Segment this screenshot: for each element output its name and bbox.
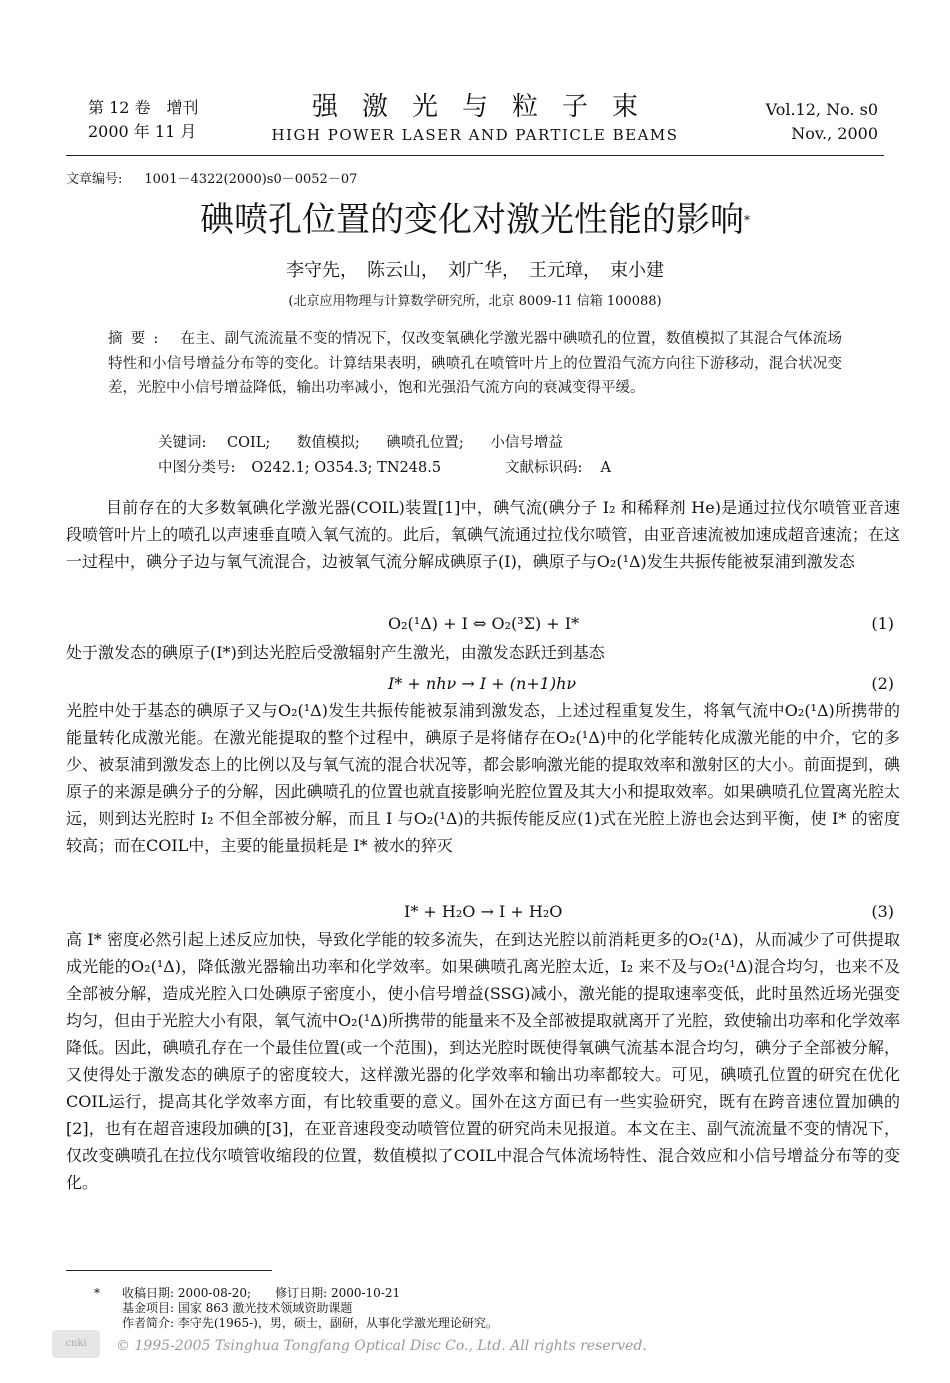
equation-number: (2): [871, 674, 894, 693]
title-footnote-mark: *: [744, 213, 750, 227]
equation-formula: O₂(¹Δ) + I ⇔ O₂(³Σ) + I*: [388, 614, 580, 633]
equation-number: (1): [871, 614, 894, 633]
journal-name-cn: 强激光与粒子束: [311, 92, 662, 122]
fund-info: 基金项目: 国家 863 激光技术领域资助课题: [122, 1301, 353, 1315]
footnote: [96, 1286, 498, 1331]
paper-title-text: 碘喷孔位置的变化对激光性能的影响: [200, 200, 744, 240]
affiliation: (北京应用物理与计算数学研究所，北京 8009-11 信箱 100088): [288, 294, 662, 309]
body-paragraph: 光腔中处于基态的碘原子又与O₂(¹Δ)发生共振传能被泵浦到激发态，上述过程重复发生，将氧气流中O₂(¹Δ)所携带的能量转化成激光能。在激光能提取的整个过程中，碘原子是将储存在O₂(¹Δ)中的化学能转化成激光能的中介，它的多少、被泵浦到激发态上的比例以及与氧气流的混合状况等，都会影响激光能的提取效率和激射区的大小。前面提到，碘原子的来源是碘分子的分解，因此碘喷孔的位置也就直接影响光腔位置及其大小和提取效率。如果碘喷孔位置离光腔太远，则到达光腔时 I₂ 不但全部被分解，而且 I 与O₂(¹Δ)的共振传能反应(1)式在光腔上游也会达到平衡，使 I* 的密度较高；而在COIL中，主要的能量损耗是 I* 被水的猝灭: [66, 701, 900, 855]
classification-label: 中图分类号:: [158, 460, 236, 476]
volume-en: Vol.12, No. s0: [765, 100, 878, 119]
keyword-item: 小信号增益: [490, 435, 563, 451]
copyright-notice: © 1995-2005 Tsinghua Tongfang Optical Disc Co., Ltd. All rights reserved.: [116, 1338, 647, 1354]
doc-code-label: 文献标识码:: [505, 460, 583, 476]
cnki-logo-icon: cnki: [52, 1330, 100, 1358]
keyword-item: 碘喷孔位置;: [386, 435, 464, 451]
keyword-item: 数值模拟;: [296, 435, 360, 451]
body-paragraph: 目前存在的大多数氧碘化学激光器(COIL)装置[1]中，碘气流(碘分子 I₂ 和稀释剂 He)是通过拉伐尔喷管亚音速段喷管叶片上的喷孔以声速垂直喷入氧气流的。此后，氧碘气流通过拉伐尔喷管，由亚音速流被加速成超音速流；在这一过程中，碘分子边与氧气流混合，边被氧气流分解成碘原子(I)，碘原子与O₂(¹Δ)发生共振传能被泵浦到激发态: [66, 498, 900, 571]
doc-code-value: A: [600, 460, 611, 476]
volume-label: 第 12 卷 增刊: [88, 98, 199, 117]
article-number-label: 文章编号:: [66, 172, 123, 187]
journal-name-en: HIGH POWER LASER AND PARTICLE BEAMS: [271, 126, 679, 144]
footnote-divider: [66, 1270, 272, 1271]
article-number: [66, 168, 357, 187]
equation-formula: I* + H₂O → I + H₂O: [404, 902, 563, 921]
paper-title: [0, 194, 950, 246]
equation-formula: I* + nhν → I + (n+1)hν: [388, 674, 577, 693]
revised-date: 修订日期: 2000-10-21: [275, 1286, 401, 1300]
classification: [158, 456, 611, 480]
abstract-text: 在主、副气流流量不变的情况下，仅改变氧碘化学激光器中碘喷孔的位置，数值模拟了其混合气体流场特性和小信号增益分布等的变化。计算结果表明，碘喷孔在喷管叶片上的位置沿气流方向往下游移动，混合状况变差，光腔中小信号增益降低，输出功率减小，饱和光强沿气流方向的衰减变得平缓。: [108, 331, 842, 396]
author-bio: 作者简介: 李守先(1965-)，男，硕士，副研，从事化学激光理论研究。: [122, 1316, 498, 1330]
author-list: 李守先， 陈云山， 刘广华， 王元璋， 束小建: [286, 260, 664, 281]
abstract: [108, 327, 842, 401]
issue-date: 2000 年 11 月: [88, 122, 197, 141]
header-divider: [66, 155, 884, 156]
equation-number: (3): [871, 902, 894, 921]
keyword-item: COIL;: [227, 435, 271, 451]
article-number-value: 1001－4322(2000)s0－0052－07: [144, 172, 358, 187]
received-date: 收稿日期: 2000-08-20;: [122, 1286, 252, 1300]
date-en: Nov., 2000: [791, 124, 878, 143]
issue-info-en: [766, 98, 878, 146]
classification-value: O242.1; O354.3; TN248.5: [251, 460, 442, 476]
abstract-label: 摘要:: [108, 331, 167, 347]
keywords: [158, 431, 585, 455]
keywords-label: 关键词:: [158, 435, 207, 451]
footnote-mark: *: [94, 1286, 100, 1300]
body-paragraph: 高 I* 密度必然引起上述反应加快，导致化学能的较多流失，在到达光腔以前消耗更多的O₂(¹Δ)，从而减少了可供提取成光能的O₂(¹Δ)，降低激光器输出功率和化学效率。如果碘喷孔离光腔太近，I₂ 来不及与O₂(¹Δ)混合均匀，也来不及全部被分解，造成光腔入口处碘原子密度小，使小信号增益(SSG)减小，激光能的提取速率变低，此时虽然近场光强变均匀，但由于光腔大小有限，氧气流中O₂(¹Δ)所携带的能量来不及全部被提取就离开了光腔，致使输出功率和化学效率降低。因此，碘喷孔存在一个最佳位置(或一个范围)，到达光腔时既使得氧碘气流基本混合均匀，碘分子全部被分解，又使得处于激发态的碘原子的密度较大，这样激光器的化学效率和输出功率都较大。可见，碘喷孔位置的研究在优化COIL运行，提高其化学效率方面，有比较重要的意义。国外在这方面已有一些实验研究，既有在跨音速位置加碘的[2]，也有在超音速段加碘的[3]，在亚音速段变动喷管位置的研究尚未见报道。本文在主、副气流流量不变的情况下，仅改变碘喷孔在拉伐尔喷管收缩段的位置，数值模拟了COIL中混合气体流场特性、混合效应和小信号增益分布等的变化。: [66, 930, 900, 1192]
body-paragraph: 处于激发态的碘原子(I*)到达光腔后受激辐射产生激光，由激发态跃迁到基态: [66, 643, 605, 662]
